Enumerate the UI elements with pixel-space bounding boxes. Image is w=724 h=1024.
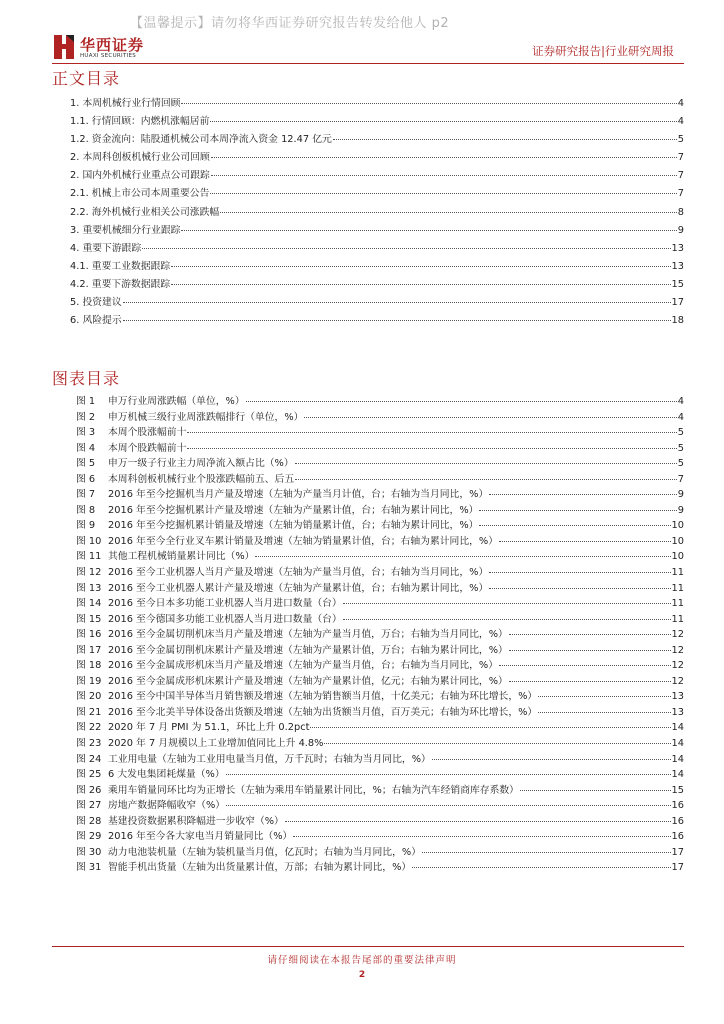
figure-page: 10 bbox=[671, 520, 684, 532]
figure-id: 图 21 bbox=[76, 706, 102, 718]
toc-entry[interactable] bbox=[70, 204, 684, 222]
figure-page: 5 bbox=[677, 427, 684, 439]
figure-label: 2020 年 7 月规模以上工业增加值同比上升 4.8% bbox=[108, 738, 324, 750]
dot-leader bbox=[304, 417, 676, 418]
figure-page: 14 bbox=[671, 769, 684, 781]
figure-page: 15 bbox=[671, 784, 684, 796]
figure-page: 12 bbox=[671, 629, 684, 641]
dot-leader bbox=[538, 696, 670, 697]
figure-label: 2016 至今北美半导体设备出货额及增速（左轴为出货额当月值，百万美元；右轴为环比增长，%） bbox=[108, 706, 538, 718]
logo-name-cn: 华西证券 bbox=[80, 36, 145, 54]
header-divider bbox=[52, 63, 684, 64]
figure-entry[interactable] bbox=[76, 409, 684, 425]
dot-leader bbox=[520, 790, 671, 791]
figure-entry[interactable] bbox=[76, 455, 684, 471]
figure-page: 16 bbox=[671, 800, 684, 812]
figure-id: 图 12 bbox=[76, 567, 102, 579]
figure-page: 4 bbox=[677, 411, 684, 423]
dot-leader bbox=[171, 266, 670, 267]
dot-leader bbox=[171, 284, 670, 285]
figure-entry[interactable] bbox=[76, 471, 684, 487]
toc-entry-page: 9 bbox=[677, 224, 684, 236]
figure-page: 17 bbox=[671, 862, 684, 874]
figure-id: 图 17 bbox=[76, 644, 102, 656]
figure-page: 10 bbox=[671, 551, 684, 563]
figure-label: 2020 年 7 月 PMI 为 51.1，环比上升 0.2pct bbox=[108, 722, 310, 734]
figure-entry[interactable] bbox=[76, 580, 684, 596]
figure-id: 图 7 bbox=[76, 489, 96, 501]
figure-id: 图 26 bbox=[76, 784, 102, 796]
figure-id: 图 4 bbox=[76, 442, 96, 454]
figure-id: 图 6 bbox=[76, 473, 96, 485]
toc-entry-label: 1.2. 资金流向：陆股通机械公司本周净流入资金 12.47 亿元 bbox=[70, 134, 332, 146]
dot-leader bbox=[211, 175, 677, 176]
figure-id: 图 16 bbox=[76, 629, 102, 641]
figure-id: 图 30 bbox=[76, 846, 102, 858]
dot-leader bbox=[142, 248, 670, 249]
toc-entry-label: 2. 国内外机械行业重点公司跟踪 bbox=[70, 170, 210, 182]
logo-name-en: HUAXI SECURITIES bbox=[80, 53, 137, 59]
figure-label: 2016 至今日本多功能工业机器人当月进口数量（台） bbox=[108, 598, 342, 610]
dot-leader bbox=[343, 603, 671, 604]
toc-entry-page: 7 bbox=[677, 152, 684, 164]
toc-entry[interactable] bbox=[70, 113, 684, 131]
figure-label: 其他工程机械销量累计同比（%） bbox=[108, 551, 255, 563]
dot-leader bbox=[333, 139, 677, 140]
dot-leader bbox=[479, 525, 670, 526]
figure-entry[interactable] bbox=[76, 719, 684, 735]
toc-entry-label: 4.2. 重要下游数据跟踪 bbox=[70, 278, 171, 290]
toc-entry[interactable] bbox=[70, 222, 684, 240]
figure-entry[interactable] bbox=[76, 688, 684, 704]
figure-id: 图 24 bbox=[76, 753, 102, 765]
figure-entry[interactable] bbox=[76, 813, 684, 829]
toc-entry-page: 5 bbox=[677, 134, 684, 146]
figure-entry[interactable] bbox=[76, 673, 684, 689]
toc-entry-page: 7 bbox=[677, 170, 684, 182]
figure-label: 6 大发电集团耗煤量（%） bbox=[108, 769, 225, 781]
figure-id: 图 27 bbox=[76, 800, 102, 812]
toc-entry[interactable] bbox=[70, 149, 684, 167]
dot-leader bbox=[295, 479, 677, 480]
dot-leader bbox=[422, 852, 671, 853]
figure-entry[interactable] bbox=[76, 533, 684, 549]
figure-page: 11 bbox=[671, 582, 684, 594]
figure-label: 2016 至今中国半导体当月销售额及增速（左轴为销售额当月值，十亿美元；右轴为环比增长，%） bbox=[108, 691, 538, 703]
figure-label: 本周个股跌幅前十 bbox=[108, 442, 187, 454]
figure-id: 图 29 bbox=[76, 831, 102, 843]
dot-leader bbox=[293, 836, 670, 837]
figure-entry[interactable] bbox=[76, 626, 684, 642]
dot-leader bbox=[310, 727, 670, 728]
figure-label: 智能手机出货量（左轴为出货量累计值，万部；右轴为累计同比，%） bbox=[108, 862, 412, 874]
figure-entry[interactable] bbox=[76, 642, 684, 658]
figure-label: 本周科创板机械行业个股涨跌幅前五、后五 bbox=[108, 473, 295, 485]
toc-entry[interactable] bbox=[70, 131, 684, 149]
figure-id: 图 25 bbox=[76, 769, 102, 781]
figure-entry[interactable] bbox=[76, 704, 684, 720]
figure-label: 2016 至今金属切削机床累计产量及增速（左轴为产量累计值，万台；右轴为累计同比，%） bbox=[108, 644, 508, 656]
figure-page: 12 bbox=[671, 675, 684, 687]
figure-page: 12 bbox=[671, 644, 684, 656]
figure-page: 16 bbox=[671, 815, 684, 827]
figure-id: 图 14 bbox=[76, 598, 102, 610]
figure-id: 图 11 bbox=[76, 551, 102, 563]
dot-leader bbox=[187, 432, 676, 433]
figure-entry[interactable] bbox=[76, 595, 684, 611]
figure-label: 申万一级子行业主力周净流入额占比（%） bbox=[108, 458, 294, 470]
dot-leader bbox=[181, 230, 676, 231]
figure-label: 2016 年至今挖掘机当月产量及增速（左轴为产量当月计值，台；右轴为当月同比，%） bbox=[108, 489, 489, 501]
figure-id: 图 13 bbox=[76, 582, 102, 594]
figure-entry[interactable] bbox=[76, 844, 684, 860]
figure-id: 图 9 bbox=[76, 520, 96, 532]
figure-entry[interactable] bbox=[76, 797, 684, 813]
figure-id: 图 31 bbox=[76, 862, 102, 874]
figure-list bbox=[76, 393, 684, 875]
dot-leader bbox=[210, 121, 676, 122]
toc-entry[interactable] bbox=[70, 167, 684, 185]
figure-label: 动力电池装机量（左轴为装机量当月值，亿瓦时；右轴为当月同比，%） bbox=[108, 846, 422, 858]
figure-entry[interactable] bbox=[76, 751, 684, 767]
toc-entry-page: 17 bbox=[671, 297, 684, 309]
dot-leader bbox=[324, 743, 670, 744]
toc-title: 正文目录 bbox=[52, 69, 121, 88]
figure-id: 图 1 bbox=[76, 396, 96, 407]
legal-notice: 请仔细阅读在本报告尾部的重要法律声明 bbox=[267, 955, 457, 966]
figure-entry[interactable] bbox=[76, 517, 684, 533]
toc-entry-label: 1. 本周机械行业行情回顾 bbox=[70, 98, 181, 109]
report-type: 证券研究报告|行业研究周报 bbox=[532, 44, 674, 58]
dot-leader bbox=[187, 448, 676, 449]
dot-leader bbox=[220, 212, 677, 213]
page-number: 2 bbox=[358, 970, 366, 980]
company-logo bbox=[52, 33, 182, 61]
figure-list-title: 图表目录 bbox=[52, 369, 121, 388]
figure-label: 基建投资数据累积降幅进一步收窄（%） bbox=[108, 815, 284, 827]
dot-leader bbox=[509, 634, 671, 635]
toc-entry[interactable] bbox=[70, 240, 684, 258]
figure-page: 7 bbox=[677, 473, 684, 485]
figure-page: 17 bbox=[671, 846, 684, 858]
toc-entry-label: 4.1. 重要工业数据跟踪 bbox=[70, 260, 171, 272]
toc-entry-page: 15 bbox=[671, 278, 684, 290]
dot-leader bbox=[210, 193, 676, 194]
toc-entry-label: 4. 重要下游跟踪 bbox=[70, 242, 142, 254]
toc-entry[interactable] bbox=[70, 312, 684, 330]
figure-entry[interactable] bbox=[76, 782, 684, 798]
figure-entry[interactable] bbox=[76, 564, 684, 580]
figure-entry[interactable] bbox=[76, 424, 684, 440]
figure-entry[interactable] bbox=[76, 393, 684, 409]
toc-entry-label: 5. 投资建议 bbox=[70, 297, 122, 309]
figure-id: 图 22 bbox=[76, 722, 102, 734]
figure-id: 图 20 bbox=[76, 691, 102, 703]
dot-leader bbox=[489, 588, 670, 589]
figure-label: 2016 至今金属成形机床累计产量及增速（左轴为产量累计值，亿元；右轴为累计同比，%） bbox=[108, 675, 508, 687]
dot-leader bbox=[295, 463, 677, 464]
figure-page: 10 bbox=[671, 535, 684, 547]
toc-entry-label: 6. 风险提示 bbox=[70, 315, 122, 327]
figure-label: 2016 年至今挖掘机累计产量及增速（左轴为产量累计值，台；右轴为累计同比，%） bbox=[108, 504, 479, 516]
figure-entry[interactable] bbox=[76, 859, 684, 875]
figure-label: 申万机械三级行业周涨跌幅排行（单位，%） bbox=[108, 411, 304, 423]
figure-label: 2016 至今金属切削机床当月产量及增速（左轴为产量当月值，万台；右轴为当月同比，%） bbox=[108, 629, 508, 641]
toc-entry-page: 13 bbox=[671, 242, 684, 254]
figure-page: 14 bbox=[671, 722, 684, 734]
dot-leader bbox=[479, 510, 676, 511]
figure-label: 2016 至今工业机器人累计产量及增速（左轴为产量累计值，台；右轴为累计同比，%） bbox=[108, 582, 489, 594]
figure-label: 申万行业周涨跌幅（单位，%） bbox=[108, 396, 245, 407]
dot-leader bbox=[499, 665, 670, 666]
dot-leader bbox=[509, 650, 671, 651]
figure-id: 图 2 bbox=[76, 411, 96, 423]
dot-leader bbox=[181, 103, 676, 104]
figure-id: 图 3 bbox=[76, 427, 96, 439]
dot-leader bbox=[211, 157, 677, 158]
figure-page: 16 bbox=[671, 831, 684, 843]
figure-label: 工业用电量（左轴为工业用电量当月值，万千瓦时；右轴为当月同比，%） bbox=[108, 753, 431, 765]
figure-id: 图 18 bbox=[76, 660, 102, 672]
figure-label: 2016 至今德国多功能工业机器人当月进口数量（台） bbox=[108, 613, 342, 625]
toc-entry-page: 13 bbox=[671, 260, 684, 272]
figure-page: 14 bbox=[671, 738, 684, 750]
figure-label: 2016 至今金属成形机床当月产量及增速（左轴为产量当月值，台；右轴为当月同比，%） bbox=[108, 660, 499, 672]
dot-leader bbox=[412, 867, 670, 868]
figure-label: 2016 年至今各大家电当月销量同比（%） bbox=[108, 831, 293, 843]
dot-leader bbox=[123, 302, 671, 303]
dot-leader bbox=[255, 556, 670, 557]
figure-entry[interactable] bbox=[76, 657, 684, 673]
figure-entry[interactable] bbox=[76, 548, 684, 564]
figure-id: 图 19 bbox=[76, 675, 102, 687]
figure-id: 图 28 bbox=[76, 815, 102, 827]
toc-entry-page: 8 bbox=[677, 206, 684, 218]
figure-entry[interactable] bbox=[76, 735, 684, 751]
dot-leader bbox=[246, 401, 677, 402]
figure-id: 图 23 bbox=[76, 738, 102, 750]
figure-page: 5 bbox=[677, 442, 684, 454]
dot-leader bbox=[343, 619, 671, 620]
figure-label: 房地产数据降幅收窄（%） bbox=[108, 800, 226, 812]
figure-label: 乘用车销量同环比均为正增长（左轴为乘用车销量累计同比，%；右轴为汽车经销商库存系数） bbox=[108, 784, 519, 796]
figure-entry[interactable] bbox=[76, 611, 684, 627]
figure-page: 9 bbox=[677, 504, 684, 516]
figure-id: 图 15 bbox=[76, 613, 102, 625]
dot-leader bbox=[285, 821, 671, 822]
toc-entry-label: 2.1. 机械上市公司本周重要公告 bbox=[70, 188, 210, 200]
figure-entry[interactable] bbox=[76, 766, 684, 782]
figure-label: 2016 至今工业机器人当月产量及增速（左轴为产量当月值，台；右轴为当月同比，%） bbox=[108, 567, 489, 579]
figure-id: 图 10 bbox=[76, 535, 102, 547]
figure-entry[interactable] bbox=[76, 486, 684, 502]
huaxi-logo-icon bbox=[52, 33, 76, 61]
figure-page: 9 bbox=[677, 489, 684, 501]
dot-leader bbox=[489, 572, 670, 573]
toc-entry[interactable] bbox=[70, 185, 684, 203]
dot-leader bbox=[226, 805, 670, 806]
toc-entry[interactable] bbox=[70, 294, 684, 312]
toc-entry[interactable] bbox=[70, 276, 684, 294]
dot-leader bbox=[123, 320, 671, 321]
dot-leader bbox=[499, 541, 670, 542]
toc-entry-label: 1.1. 行情回顾：内燃机涨幅居前 bbox=[70, 116, 210, 128]
footer-divider bbox=[52, 946, 684, 947]
dot-leader bbox=[489, 494, 677, 495]
figure-page: 11 bbox=[671, 613, 684, 625]
toc-entry[interactable] bbox=[70, 95, 684, 113]
toc-entry-label: 2. 本周科创板机械行业公司回顾 bbox=[70, 152, 210, 164]
figure-label: 2016 年至今挖掘机累计销量及增速（左轴为销量累计值，台；右轴为累计同比，%） bbox=[108, 520, 479, 532]
figure-page: 13 bbox=[671, 691, 684, 703]
figure-page: 13 bbox=[671, 706, 684, 718]
figure-page: 12 bbox=[671, 660, 684, 672]
figure-entry[interactable] bbox=[76, 828, 684, 844]
figure-page: 4 bbox=[677, 396, 684, 407]
dot-leader bbox=[226, 774, 671, 775]
figure-page: 5 bbox=[677, 458, 684, 470]
figure-entry[interactable] bbox=[76, 502, 684, 518]
figure-page: 11 bbox=[671, 598, 684, 610]
toc-entry-label: 3. 重要机械细分行业跟踪 bbox=[70, 224, 181, 236]
toc-entry-page: 4 bbox=[677, 116, 684, 128]
figure-page: 11 bbox=[671, 567, 684, 579]
toc-entry-page: 18 bbox=[671, 315, 684, 327]
dot-leader bbox=[509, 681, 671, 682]
figure-label: 本周个股涨幅前十 bbox=[108, 427, 187, 439]
dot-leader bbox=[538, 712, 670, 713]
figure-page: 14 bbox=[671, 753, 684, 765]
toc-entry-page: 4 bbox=[677, 98, 684, 109]
dot-leader bbox=[432, 759, 671, 760]
toc-entry-page: 7 bbox=[677, 188, 684, 200]
toc-entry-label: 2.2. 海外机械行业相关公司涨跌幅 bbox=[70, 206, 220, 218]
toc-entry[interactable] bbox=[70, 258, 684, 276]
figure-id: 图 8 bbox=[76, 504, 96, 516]
figure-id: 图 5 bbox=[76, 458, 96, 470]
watermark-notice: 【温馨提示】请勿将华西证券研究报告转发给他人 p2 bbox=[130, 16, 450, 31]
figure-entry[interactable] bbox=[76, 440, 684, 456]
table-of-contents bbox=[70, 95, 684, 330]
figure-label: 2016 年至今全行业叉车累计销量及增速（左轴为销量累计值，台；右轴为累计同比，%） bbox=[108, 535, 499, 547]
